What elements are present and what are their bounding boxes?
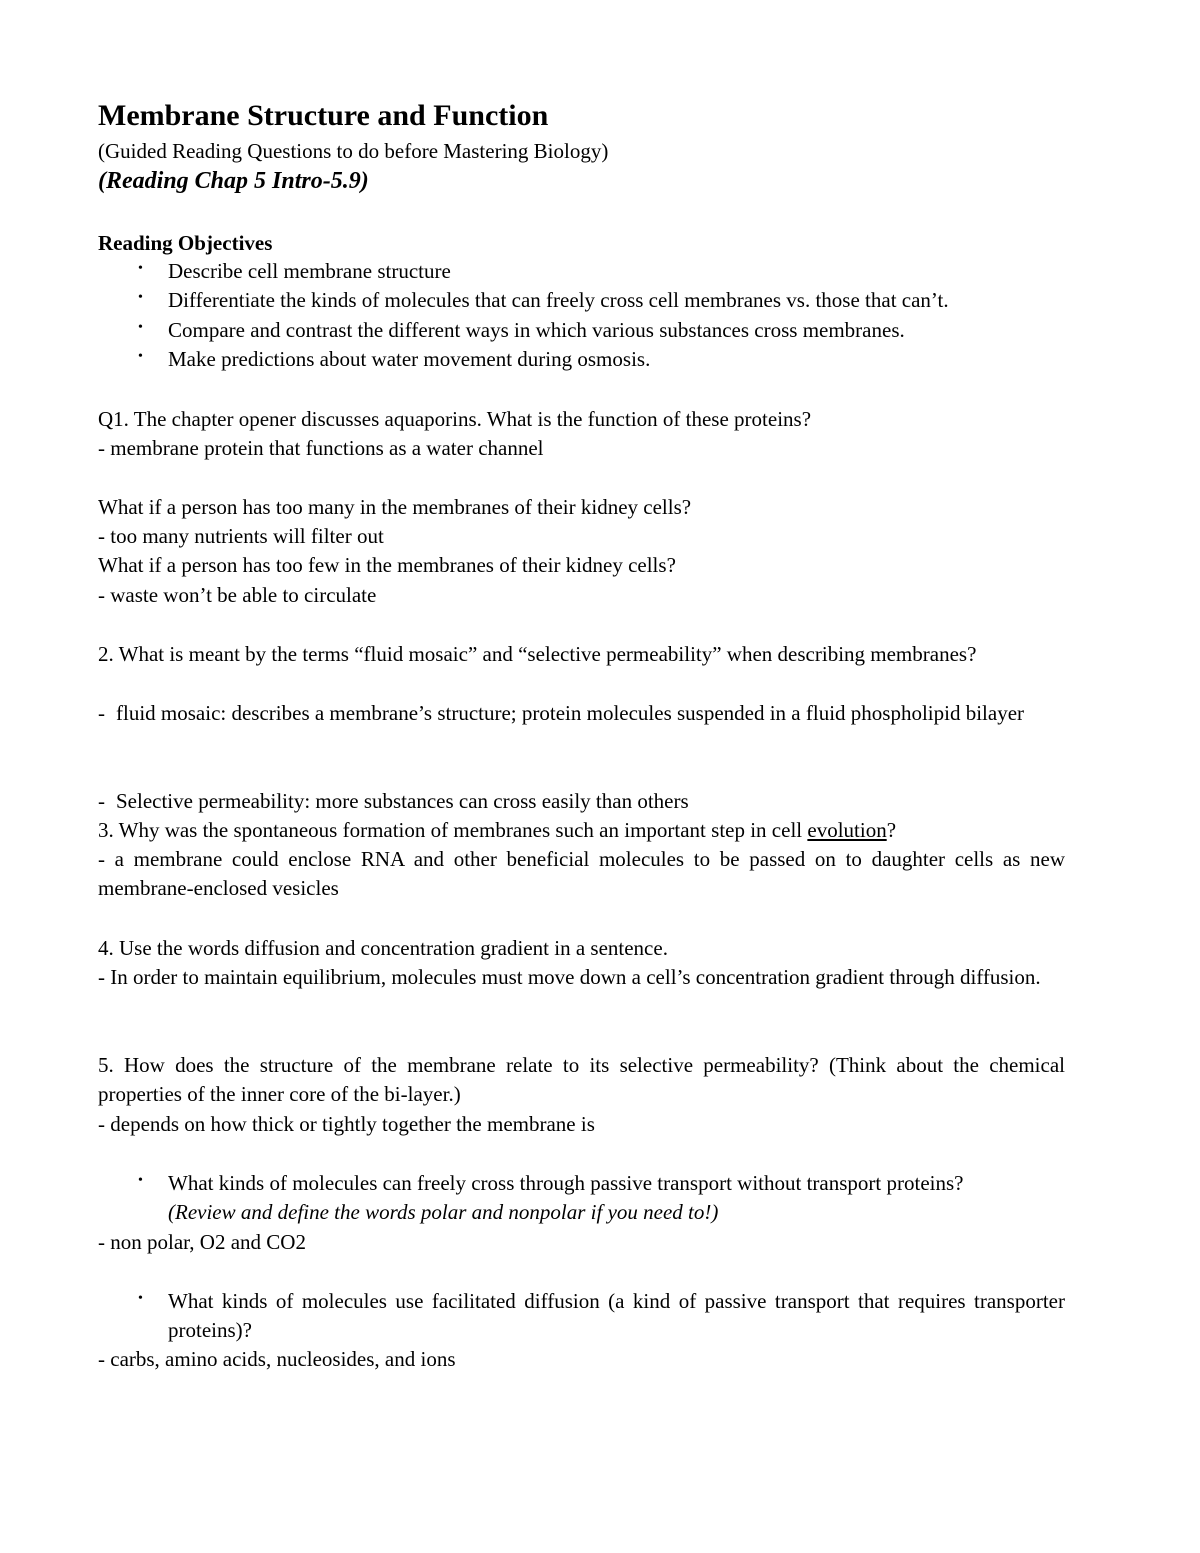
objectives-heading: Reading Objectives bbox=[98, 231, 273, 255]
list-item: • What kinds of molecules use facilitated diffusion (a kind of passive transport that requires transporter proteins)? bbox=[138, 1289, 1065, 1343]
q4-answer: - In order to maintain equilibrium, molecules must move down a cell’s concentration gradient through diffusion. bbox=[98, 965, 1041, 989]
q5-sub2-answer: - carbs, amino acids, nucleosides, and ions bbox=[98, 1347, 456, 1371]
underlined-term: evolution bbox=[807, 818, 887, 842]
list-item: • What kinds of molecules can freely cross through passive transport without transport proteins? (Review and define the words polar and nonpolar if you need to!) bbox=[138, 1171, 964, 1225]
bullet-icon: • bbox=[138, 1173, 143, 1188]
bullet-icon: • bbox=[138, 290, 143, 306]
q2-answer-1: - fluid mosaic: describes a membrane’s structure; protein molecules suspended in a fluid phospholipid bilayer bbox=[98, 701, 1025, 725]
q1-answer: - membrane protein that functions as a water channel bbox=[98, 436, 544, 460]
q2-answer-2: - Selective permeability: more substances can cross easily than others bbox=[98, 789, 689, 814]
q3-question: 3. Why was the spontaneous formation of membranes such an important step in cell evolution? bbox=[98, 818, 897, 842]
q1c-answer: - waste won’t be able to circulate bbox=[98, 583, 377, 607]
q1b-question: What if a person has too many in the membranes of their kidney cells? bbox=[98, 495, 692, 519]
q1-question: Q1. The chapter opener discusses aquaporins. What is the function of these proteins? bbox=[98, 407, 812, 431]
objectives-list bbox=[98, 257, 1065, 375]
q5-question: 5. How does the structure of the membrane relate to its selective permeability? (Think about the chemical properties of the inner core of the bi-layer.) bbox=[98, 1053, 1065, 1107]
q5-sub1-note: (Review and define the words polar and nonpolar if you need to!) bbox=[168, 1200, 719, 1225]
q5-sub1-list bbox=[98, 1169, 1065, 1228]
q1c-question: What if a person has too few in the membranes of their kidney cells? bbox=[98, 553, 676, 577]
list-item: • Describe cell membrane structure bbox=[138, 259, 451, 283]
bullet-icon: • bbox=[138, 261, 143, 276]
bullet-icon: • bbox=[138, 319, 143, 335]
q5-sub2-list bbox=[98, 1287, 1065, 1346]
q2-question: 2. What is meant by the terms “fluid mosaic” and “selective permeability” when describing membranes? bbox=[98, 642, 977, 666]
q5-answer: - depends on how thick or tightly together the membrane is bbox=[98, 1112, 595, 1136]
q5-sub1-answer: - non polar, O2 and CO2 bbox=[98, 1230, 306, 1254]
list-item: • Compare and contrast the different ways in which various substances cross membranes. bbox=[138, 317, 905, 342]
bullet-icon: • bbox=[138, 1291, 143, 1306]
reading-assignment: (Reading Chap 5 Intro-5.9) bbox=[98, 168, 369, 194]
page-subtitle: (Guided Reading Questions to do before Mastering Biology) bbox=[98, 139, 609, 163]
page-title: Membrane Structure and Function bbox=[98, 99, 549, 132]
q1b-answer: - too many nutrients will filter out bbox=[98, 524, 384, 548]
q4-question: 4. Use the words diffusion and concentration gradient in a sentence. bbox=[98, 936, 668, 960]
q3-answer: - a membrane could enclose RNA and other beneficial molecules to be passed on to daughter cells as new membrane-enclosed vesicles bbox=[98, 847, 1065, 901]
bullet-icon: • bbox=[138, 349, 143, 365]
list-item: • Make predictions about water movement during osmosis. bbox=[138, 347, 651, 372]
list-item: • Differentiate the kinds of molecules that can freely cross cell membranes vs. those that can’t. bbox=[138, 288, 949, 313]
